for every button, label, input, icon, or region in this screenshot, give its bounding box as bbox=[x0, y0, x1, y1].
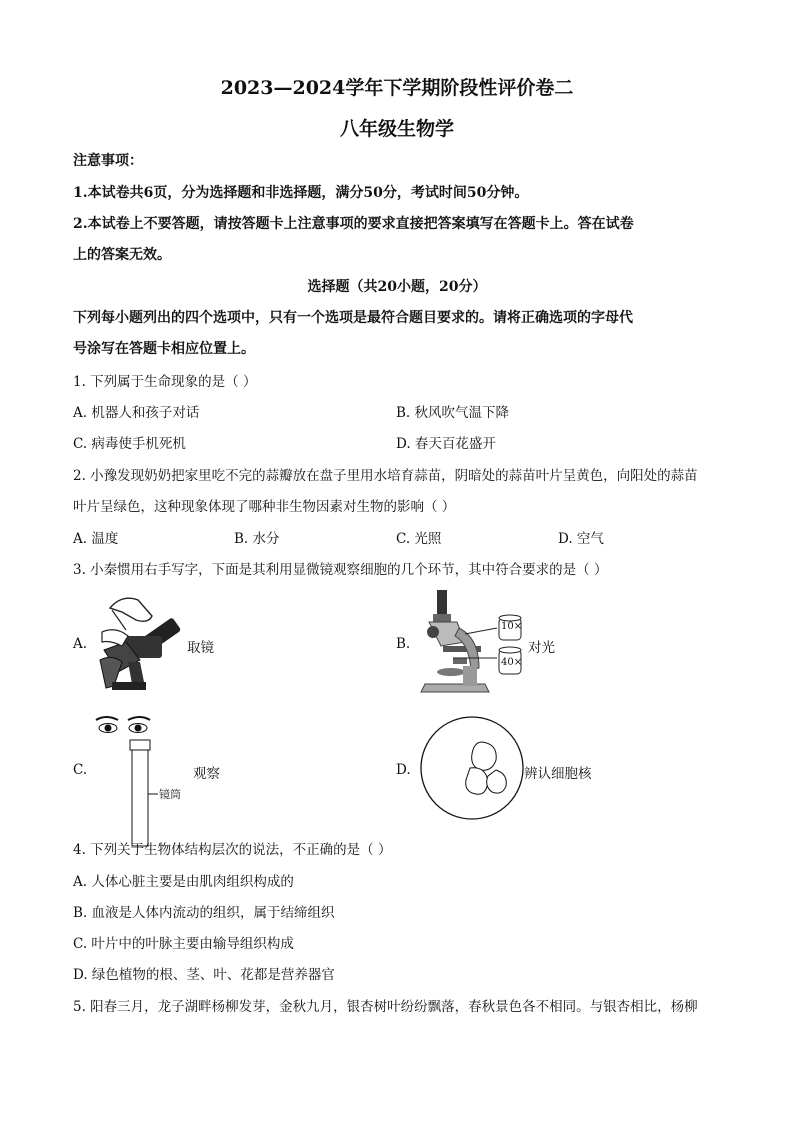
q2-stem-line-1: 2. 小豫发现奶奶把家里吃不完的蒜瓣放在盘子里用水培育蒜苗，阴暗处的蒜苗叶片呈黄色，向阳处的蒜苗 bbox=[73, 468, 698, 484]
q2-option-c: C. 光照 bbox=[396, 531, 442, 547]
q3-option-c-letter: C. bbox=[73, 762, 88, 778]
q3-option-d-label: 辨认细胞核 bbox=[524, 766, 592, 782]
q1-option-a: A. 机器人和孩子对话 bbox=[73, 405, 200, 421]
section-instruction-line-2: 号涂写在答题卡相应位置上。 bbox=[73, 341, 255, 357]
microscope-field-of-view-figure bbox=[418, 714, 526, 822]
exam-subtitle: 八年级生物学 bbox=[339, 118, 454, 140]
q4-stem: 4. 下列关于生物体结构层次的说法，不正确的是（ ） bbox=[73, 842, 392, 858]
section-title: 选择题（共20小题，20分） bbox=[307, 279, 487, 295]
q1-stem: 1. 下列属于生命现象的是（ ） bbox=[73, 374, 257, 390]
hand-holding-microscope-figure bbox=[92, 590, 187, 695]
notes-item-2-line-2: 上的答案无效。 bbox=[73, 247, 171, 263]
q2-option-b: B. 水分 bbox=[234, 531, 280, 547]
q4-option-d: D. 绿色植物的根、茎、叶、花都是营养器官 bbox=[73, 967, 335, 983]
notes-item-2-line-1: 2.本试卷上不要答题，请按答题卡上注意事项的要求直接把答案填写在答题卡上。答在试卷 bbox=[73, 216, 634, 232]
q4-option-a: A. 人体心脏主要是由肌肉组织构成的 bbox=[73, 874, 294, 890]
q4-option-b: B. 血液是人体内流动的组织，属于结缔组织 bbox=[73, 905, 335, 921]
q2-option-a: A. 温度 bbox=[73, 531, 119, 547]
q2-option-d: D. 空气 bbox=[558, 531, 604, 547]
exam-title: 2023—2024学年下学期阶段性评价卷二 bbox=[220, 77, 574, 99]
notes-item-1: 1.本试卷共6页，分为选择题和非选择题，满分50分，考试时间50分钟。 bbox=[73, 185, 529, 201]
q1-option-d: D. 春天百花盛开 bbox=[396, 436, 496, 452]
q4-option-c: C. 叶片中的叶脉主要由输导组织构成 bbox=[73, 936, 294, 952]
q2-stem-line-2: 叶片呈绿色，这种现象体现了哪种非生物因素对生物的影响（ ） bbox=[73, 499, 456, 515]
tube-label: 镜筒 bbox=[159, 788, 181, 801]
q3-stem: 3. 小秦惯用右手写字，下面是其利用显微镜观察细胞的几个环节，其中符合要求的是（ ） bbox=[73, 562, 608, 578]
q3-option-b-label: 对光 bbox=[528, 640, 555, 656]
lens-40x-label: 40× bbox=[501, 657, 523, 668]
lens-10x-label: 10× bbox=[501, 621, 523, 632]
eyes-and-tube-figure bbox=[92, 712, 192, 852]
q5-stem-line-1: 5. 阳春三月，龙子湖畔杨柳发芽，金秋九月，银杏树叶纷纷飘落，春秋景色各不相同。与银杏相比，杨柳 bbox=[73, 999, 698, 1015]
section-instruction-line-1: 下列每小题列出的四个选项中，只有一个选项是最符合题目要求的。请将正确选项的字母代 bbox=[73, 310, 633, 326]
q3-option-c-label: 观察 bbox=[193, 766, 220, 782]
q1-option-c: C. 病毒使手机死机 bbox=[73, 436, 186, 452]
notes-heading: 注意事项： bbox=[73, 153, 143, 169]
microscope-figure bbox=[415, 588, 527, 696]
q3-option-d-letter: D. bbox=[396, 762, 411, 778]
q3-option-a-label: 取镜 bbox=[187, 640, 214, 656]
q3-option-a-letter: A. bbox=[73, 636, 88, 652]
q1-option-b: B. 秋风吹气温下降 bbox=[396, 405, 510, 421]
q3-option-b-letter: B. bbox=[396, 636, 411, 652]
